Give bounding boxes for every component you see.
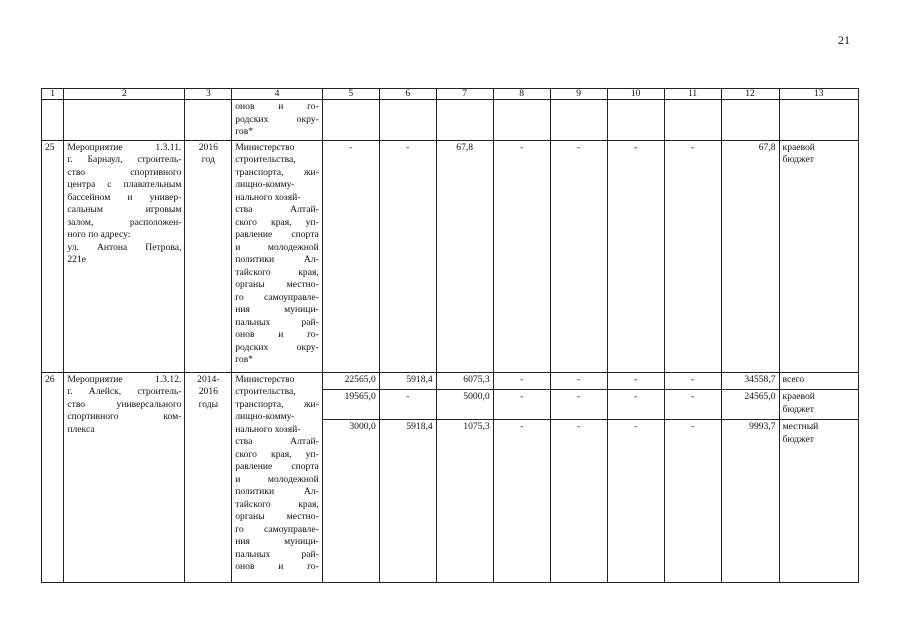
period-cell: 2016 год bbox=[185, 140, 232, 372]
source-cell: краевой бюджет bbox=[779, 140, 858, 372]
value-cell: - bbox=[322, 140, 379, 372]
period-cell: 2014- 2016 годы bbox=[185, 372, 232, 582]
value-cell: - bbox=[493, 140, 550, 372]
header-cell: 13 bbox=[779, 89, 858, 100]
source-cell: всего краевой бюджет местный бюджет bbox=[779, 372, 858, 582]
continuation-row bbox=[42, 100, 859, 141]
value-cell: - - - bbox=[493, 372, 550, 582]
value-cell: 5918,4 - 5918,4 bbox=[379, 372, 436, 582]
executor-cell: Министерство строительства, транспорта, жи- лищно-комму- нального хозяй- ства Алтай- ского края, уп- равление спорта и молодежной политики Ал- тайского края, органы местно- го самоуправле- ния муници- пальных рай- онов и го- родских окру- гов* bbox=[232, 140, 323, 372]
header-cell: 9 bbox=[550, 89, 607, 100]
table-row-26 bbox=[42, 372, 859, 582]
executor-continuation: онов и го- родских окру- гов* bbox=[232, 100, 323, 141]
header-cell: 6 bbox=[379, 89, 436, 100]
header-cell: 3 bbox=[185, 89, 232, 100]
page-number: 21 bbox=[838, 33, 850, 47]
value-cell: - bbox=[607, 140, 664, 372]
header-cell: 2 bbox=[64, 89, 185, 100]
header-cell: 12 bbox=[721, 89, 779, 100]
table-row-25 bbox=[42, 140, 859, 372]
header-cell: 7 bbox=[436, 89, 493, 100]
table-header-row bbox=[42, 89, 859, 100]
header-cell: 1 bbox=[42, 89, 64, 100]
value-cell: - - - bbox=[607, 372, 664, 582]
value-cell: 6075,3 5000,0 1075,3 bbox=[436, 372, 493, 582]
value-cell: 34558,7 24565,0 9993,7 bbox=[721, 372, 779, 582]
header-cell: 10 bbox=[607, 89, 664, 100]
value-cell: 67,8 bbox=[436, 140, 493, 372]
header-cell: 8 bbox=[493, 89, 550, 100]
value-cell: 67,8 bbox=[721, 140, 779, 372]
row-number: 26 bbox=[42, 372, 64, 582]
header-cell: 5 bbox=[322, 89, 379, 100]
measure-cell: Мероприятие 1.3.12. г. Алейск, строитель- ство универсального спортивного ком- плекса bbox=[64, 372, 185, 582]
executor-cell: Министерство строительства, транспорта, жи- лищно-комму- нального хозяй- ства Алтай- ского края, уп- равление спорта и молодежной политики Ал- тайского края, органы местно- го самоуправле- ния муници- пальных рай- онов и го- bbox=[232, 372, 323, 582]
value-cell: - bbox=[379, 140, 436, 372]
header-cell: 4 bbox=[232, 89, 323, 100]
budget-table bbox=[41, 88, 859, 583]
measure-cell: Мероприятие 1.3.11. г. Барнаул, строитель- ство спортивного центра с плавательным бассейном и универ- сальным игровым залом, расположен- ного по адресу: ул. Антона Петрова, 221е bbox=[64, 140, 185, 372]
value-cell: - bbox=[550, 140, 607, 372]
value-cell: - - - bbox=[664, 372, 721, 582]
value-cell: - - - bbox=[550, 372, 607, 582]
value-cell: - bbox=[664, 140, 721, 372]
value-cell: 22565,0 19565,0 3000,0 bbox=[322, 372, 379, 582]
header-cell: 11 bbox=[664, 89, 721, 100]
row-number: 25 bbox=[42, 140, 64, 372]
